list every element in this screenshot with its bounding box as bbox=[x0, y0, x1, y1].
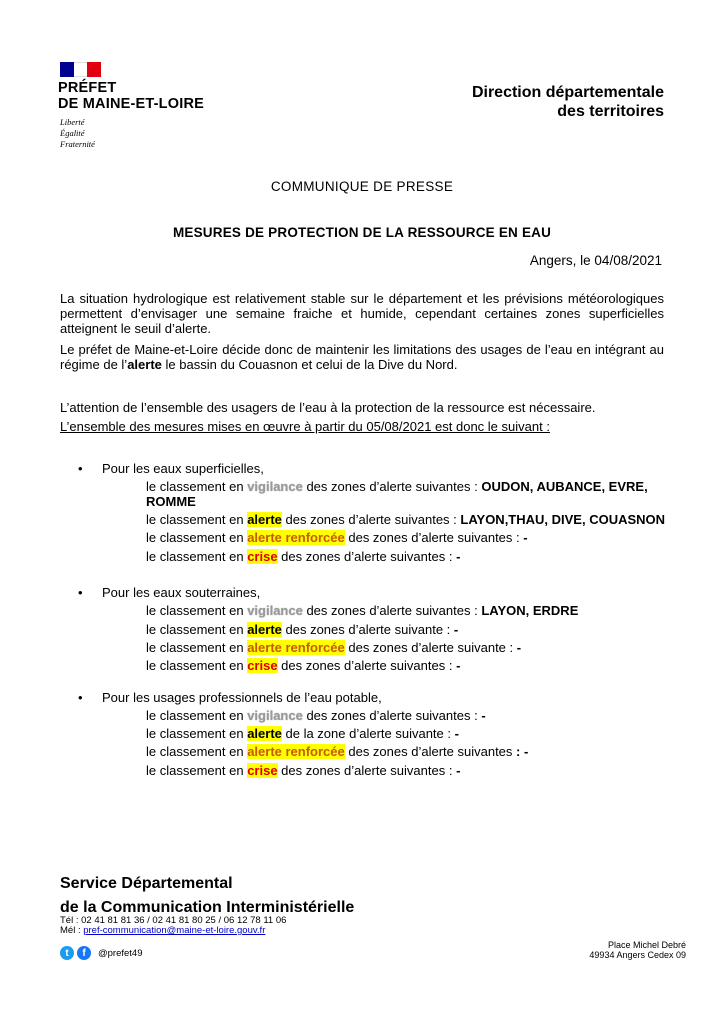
level-crise: crise bbox=[247, 658, 278, 673]
classement-label: le classement en bbox=[146, 708, 244, 723]
zones-list: - bbox=[456, 549, 461, 564]
paragraph-mesures-intro: L’ensemble des mesures mises en œuvre à partir du 05/08/2021 est donc le suivant : bbox=[60, 419, 550, 434]
postal-address bbox=[589, 940, 686, 960]
zones-text: des zones d’alerte suivantes : bbox=[302, 603, 482, 618]
zones-list: - bbox=[481, 708, 486, 723]
prefet-line-1: PRÉFET bbox=[58, 80, 117, 96]
contact-tel: Tél : 02 41 81 81 36 / 02 41 81 80 25 / 06 12 78 11 06 bbox=[60, 915, 287, 926]
zones-text: de la zone d’alerte suivante : bbox=[281, 726, 455, 741]
zones-list: - bbox=[523, 530, 528, 545]
zones-list: - bbox=[453, 622, 459, 637]
level-vigilance: vigilance bbox=[247, 708, 303, 723]
classement-label: le classement en bbox=[146, 658, 244, 673]
devise-fraternite: Fraternité bbox=[60, 139, 95, 149]
level-alerte: alerte bbox=[247, 726, 282, 741]
line-sup-crise bbox=[146, 549, 460, 565]
level-alerte: alerte bbox=[247, 512, 282, 527]
prefet-title bbox=[58, 80, 204, 112]
line-pot-vigilance bbox=[146, 708, 486, 724]
classement-label: le classement en bbox=[146, 512, 244, 527]
line-pot-alerte-renforcee bbox=[146, 744, 528, 760]
ddt-line-1: Direction départementale bbox=[471, 84, 664, 101]
zones-list: - bbox=[456, 763, 461, 778]
social-links bbox=[60, 946, 143, 960]
line-sup-alerte bbox=[146, 512, 665, 528]
twitter-icon[interactable]: t bbox=[60, 946, 74, 960]
zones-list: - bbox=[456, 658, 461, 673]
line-sup-alerte-renforcee bbox=[146, 530, 528, 546]
level-crise: crise bbox=[247, 763, 278, 778]
address-line-1: Place Michel Debré bbox=[607, 940, 686, 950]
zones-list: : - bbox=[516, 744, 529, 759]
paragraph-attention: L’attention de l’ensemble des usagers de l’eau à la protection de la ressource est nécessaire. bbox=[60, 400, 596, 415]
line-sout-crise bbox=[146, 658, 460, 674]
document-date: Angers, le 04/08/2021 bbox=[529, 253, 662, 268]
service-title bbox=[60, 872, 354, 920]
classement-label: le classement en bbox=[146, 622, 244, 637]
level-alerte: alerte bbox=[247, 622, 282, 637]
bullet-dot: • bbox=[78, 585, 83, 600]
bullet-dot: • bbox=[78, 461, 83, 476]
zones-list: OUDON, AUBANCE, EVRE, bbox=[481, 479, 648, 494]
line-pot-alerte bbox=[146, 726, 459, 742]
zones-list: LAYON, ERDRE bbox=[481, 603, 579, 618]
bullet-title: Pour les eaux superficielles, bbox=[102, 461, 264, 476]
zones-text: des zones d’alerte suivante : bbox=[344, 640, 517, 655]
zones-text: des zones d’alerte suivantes : bbox=[277, 658, 457, 673]
bullet-dot: • bbox=[78, 690, 83, 705]
zones-text: des zones d’alerte suivantes : bbox=[344, 530, 524, 545]
level-alerte-renforcee: alerte renforcée bbox=[247, 530, 345, 545]
classement-label: le classement en bbox=[146, 744, 244, 759]
contact-info bbox=[60, 916, 286, 936]
paragraph-decision bbox=[60, 342, 664, 372]
service-line-2: de la Communication Interministérielle bbox=[60, 899, 355, 916]
classement-label: le classement en bbox=[146, 640, 244, 655]
classement-label: le classement en bbox=[146, 530, 244, 545]
contact-mail-link[interactable]: pref-communication@maine-et-loire.gouv.fr bbox=[83, 925, 266, 936]
address-line-2: 49934 Angers Cedex 09 bbox=[589, 950, 686, 960]
paragraph-decision-text-b: le bassin du Couasnon et celui de la Dive du Nord. bbox=[161, 357, 458, 372]
ddt-title bbox=[472, 83, 664, 121]
classement-label: le classement en bbox=[146, 763, 244, 778]
level-crise: crise bbox=[247, 549, 278, 564]
classement-label: le classement en bbox=[146, 479, 244, 494]
zones-list: - bbox=[454, 726, 459, 741]
line-sout-vigilance bbox=[146, 603, 578, 619]
social-handle: @prefet49 bbox=[98, 947, 143, 959]
ddt-line-2: des territoires bbox=[557, 103, 664, 120]
zones-text: des zones d’alerte suivantes : bbox=[277, 763, 457, 778]
level-alerte-renforcee: alerte renforcée bbox=[247, 640, 345, 655]
service-line-1: Service Départemental bbox=[60, 875, 233, 892]
line-sup-vigilance-cont: ROMME bbox=[146, 494, 196, 509]
zones-list: LAYON,THAU, DIVE, COUASNON bbox=[460, 512, 666, 527]
document-title: MESURES DE PROTECTION DE LA RESSOURCE EN EAU bbox=[172, 225, 552, 240]
paragraph-decision-bold: alerte bbox=[127, 357, 162, 372]
prefet-line-2: DE MAINE-ET-LOIRE bbox=[58, 96, 204, 112]
facebook-icon[interactable]: f bbox=[77, 946, 91, 960]
zones-text: des zones d’alerte suivantes : bbox=[302, 479, 482, 494]
classement-label: le classement en bbox=[146, 549, 244, 564]
contact-mail-row bbox=[60, 926, 286, 936]
level-alerte-renforcee: alerte renforcée bbox=[247, 744, 345, 759]
line-sout-alerte-renforcee bbox=[146, 640, 521, 656]
zones-text: des zones d’alerte suivantes : bbox=[277, 549, 457, 564]
contact-mail-label: Mél : bbox=[60, 925, 84, 936]
bullet-title: Pour les eaux souterraines, bbox=[102, 585, 261, 600]
line-sup-vigilance bbox=[146, 479, 648, 495]
line-pot-crise bbox=[146, 763, 460, 779]
classement-label: le classement en bbox=[146, 726, 244, 741]
level-vigilance: vigilance bbox=[247, 479, 303, 494]
zones-list: - bbox=[516, 640, 522, 655]
devise-liberte: Liberté bbox=[60, 117, 85, 127]
communique-heading: COMMUNIQUE DE PRESSE bbox=[270, 179, 454, 194]
zones-text: des zones d’alerte suivantes : bbox=[281, 512, 461, 527]
level-vigilance: vigilance bbox=[247, 603, 303, 618]
zones-text: des zones d’alerte suivantes : bbox=[302, 708, 482, 723]
paragraph-decision-text-a: Le préfet de Maine-et-Loire décide donc de maintenir les limitations des usages de l’eau en intégrant au régime de l’ bbox=[60, 342, 664, 372]
line-sout-alerte bbox=[146, 622, 458, 638]
zones-text: des zones d’alerte suivante : bbox=[281, 622, 454, 637]
devise-egalite: Égalité bbox=[60, 128, 85, 138]
zones-text: des zones d’alerte suivantes bbox=[344, 744, 517, 759]
marianne-flag-logo bbox=[60, 62, 101, 77]
bullet-title: Pour les usages professionnels de l’eau potable, bbox=[102, 690, 382, 705]
devise bbox=[60, 117, 95, 150]
classement-label: le classement en bbox=[146, 603, 244, 618]
paragraph-situation: La situation hydrologique est relativement stable sur le département et les prévisions météorologiques permettent d’envisager une semaine fraiche et humide, cependant certaines zones superficielles atteignent le seuil d’alerte. bbox=[60, 291, 664, 336]
